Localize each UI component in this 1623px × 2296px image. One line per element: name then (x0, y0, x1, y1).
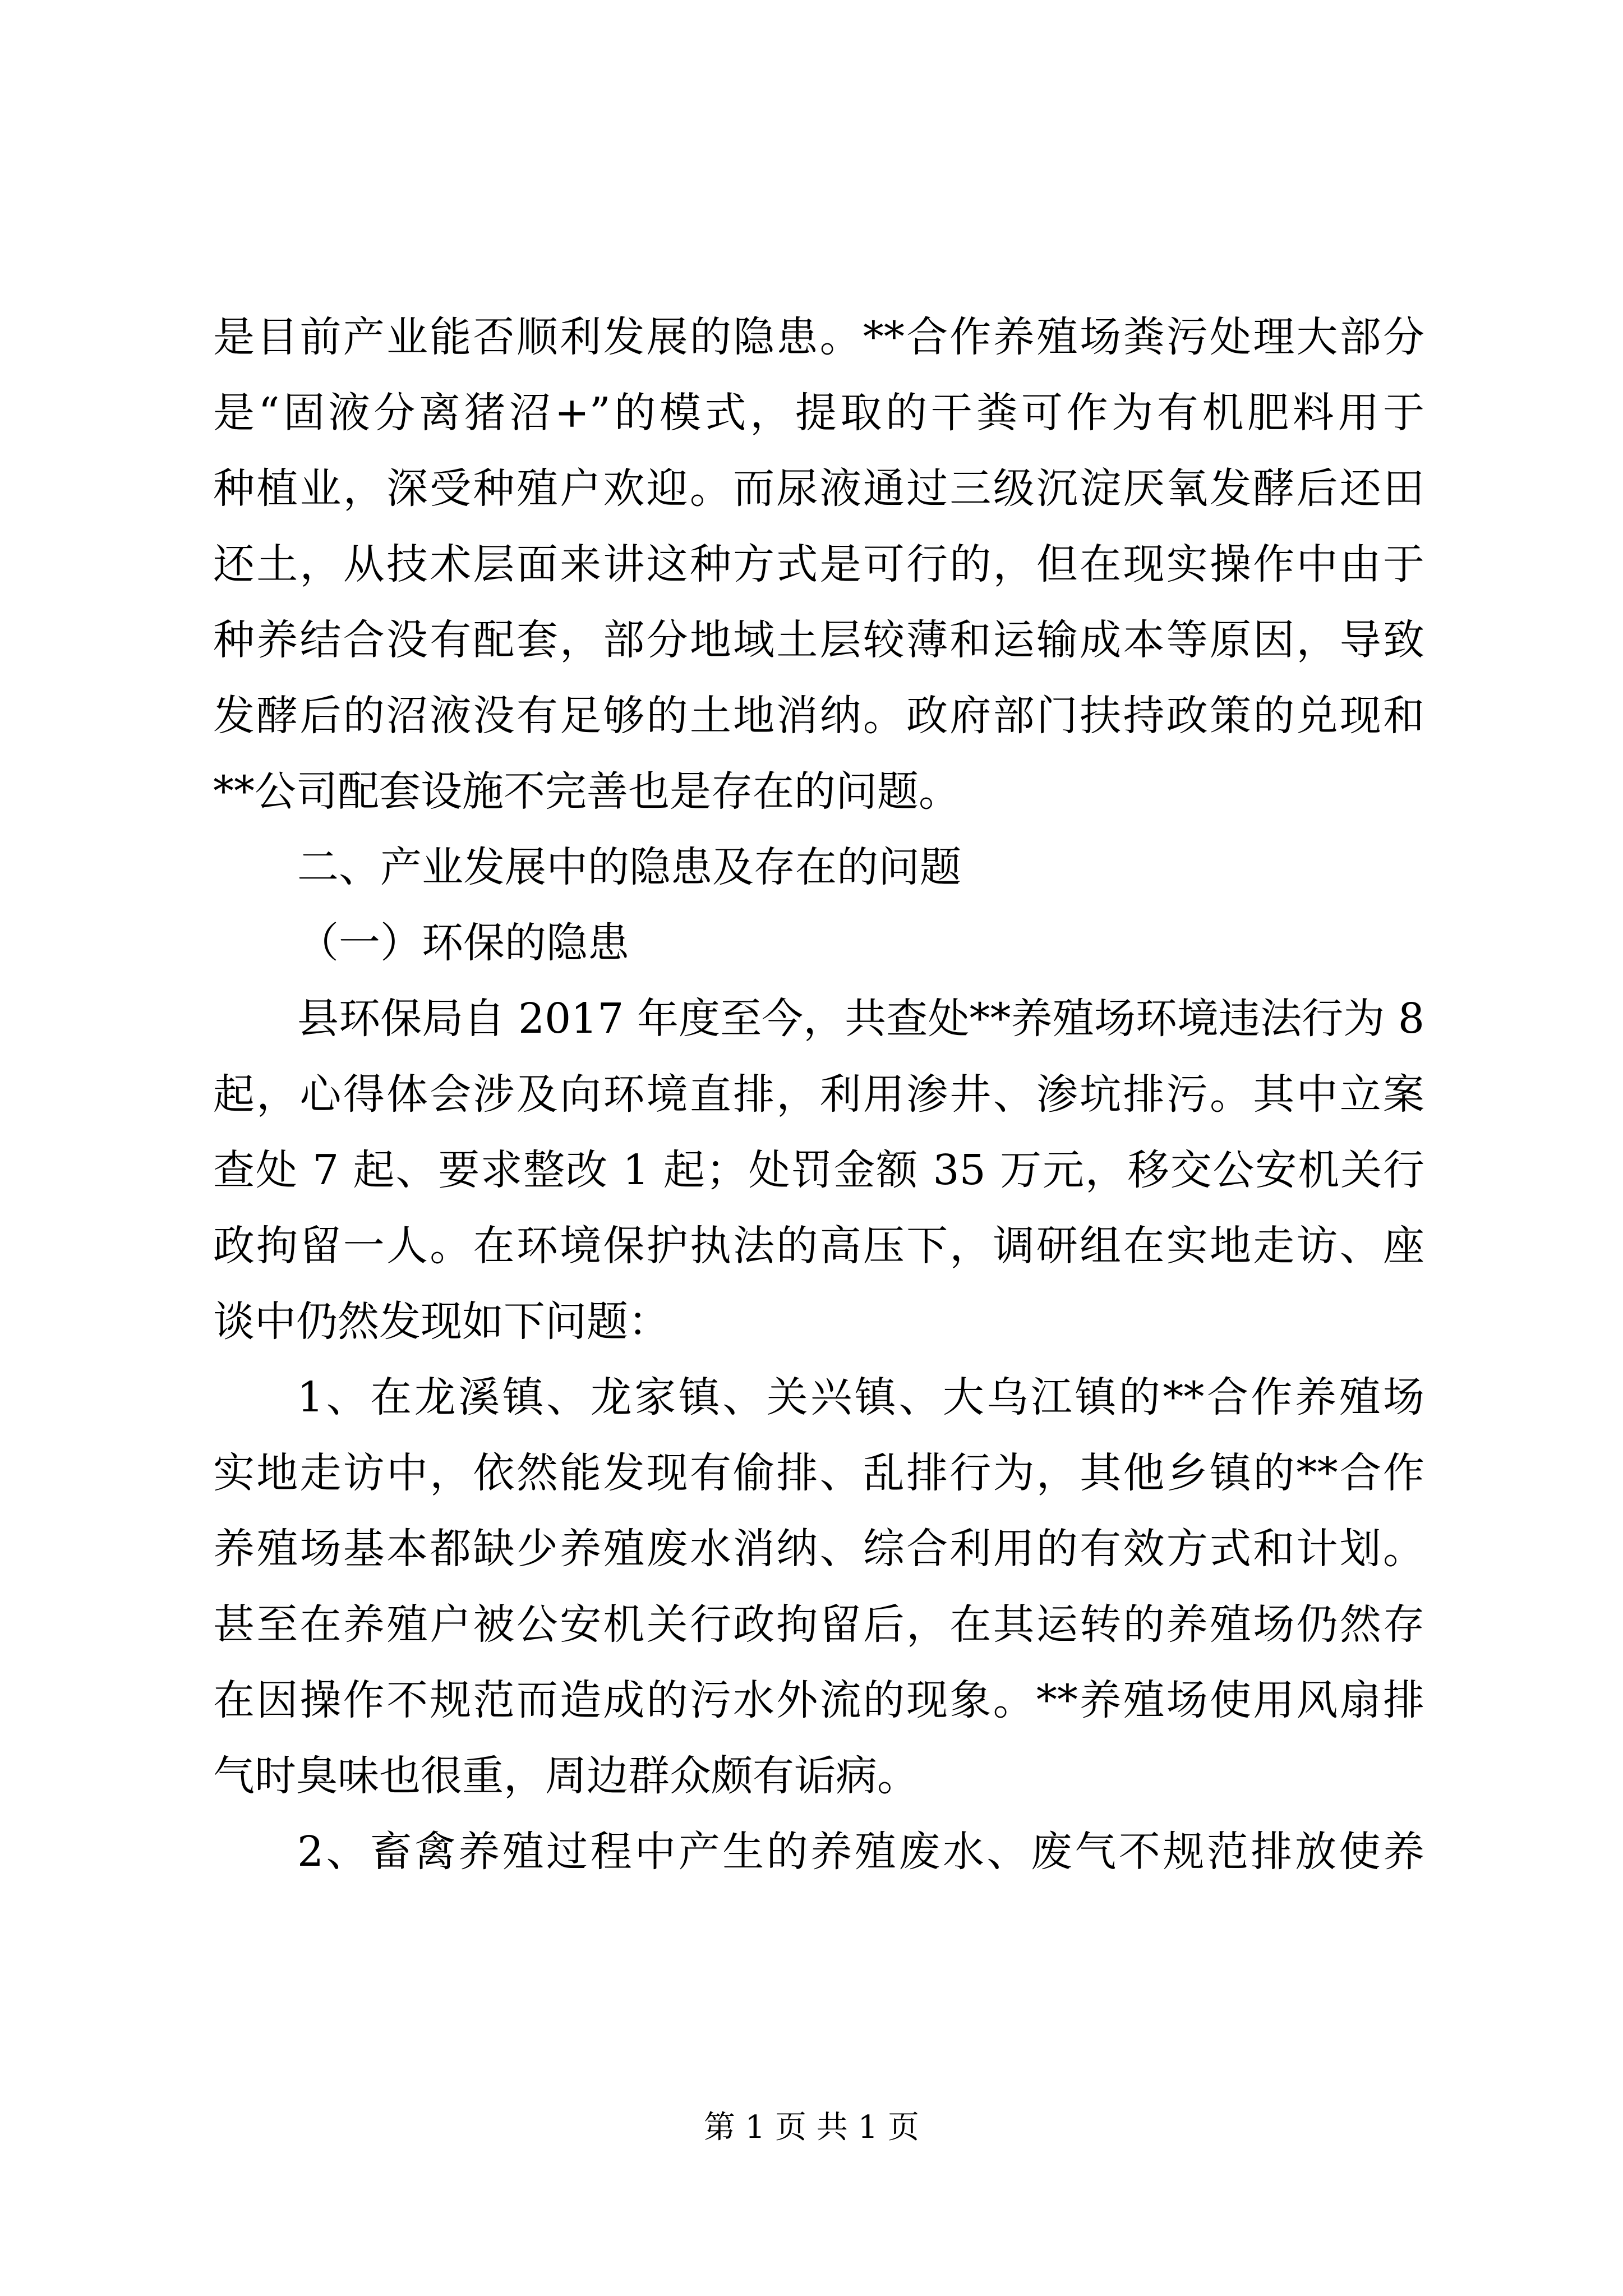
paragraph-line: 是“固液分离猪沼+”的模式，提取的干粪可作为有机肥料用于 (213, 389, 1424, 437)
paragraph-line: 种植业，深受种殖户欢迎。而尿液通过三级沉淀厌氧发酵后还田 (213, 464, 1424, 513)
paragraph-line-indent: 县环保局自 2017 年度至今，共查处**养殖场环境违法行为 8 (297, 995, 1424, 1043)
paragraph-line: 养殖场基本都缺少养殖废水消纳、综合利用的有效方式和计划。 (213, 1525, 1424, 1573)
paragraph-line: 甚至在养殖户被公安机关行政拘留后，在其运转的养殖场仍然存 (213, 1600, 1424, 1649)
paragraph-line-indent: 2、畜禽养殖过程中产生的养殖废水、废气不规范排放使养 (297, 1828, 1424, 1876)
paragraph-line: 是目前产业能否顺利发展的隐患。**合作养殖场粪污处理大部分 (213, 313, 1424, 361)
paragraph-line: 政拘留一人。在环境保护执法的高压下，调研组在实地走访、座 (213, 1222, 1424, 1270)
paragraph-line: 实地走访中，依然能发现有偷排、乱排行为，其他乡镇的**合作 (213, 1449, 1424, 1497)
page-footer: 第 1 页 共 1 页 (703, 2109, 920, 2146)
section-heading: 二、产业发展中的隐患及存在的问题 (297, 843, 961, 891)
paragraph-line: 还土，从技术层面来讲这种方式是可行的，但在现实操作中由于 (213, 540, 1424, 588)
paragraph-line: 种养结合没有配套，部分地域土层较薄和运输成本等原因，导致 (213, 616, 1424, 664)
paragraph-line-indent: 1、在龙溪镇、龙家镇、关兴镇、大乌江镇的**合作养殖场 (297, 1373, 1424, 1421)
subsection-heading: （一）环保的隐患 (297, 919, 629, 967)
paragraph-line-end: 气时臭味也很重，周边群众颇有诟病。 (213, 1752, 919, 1800)
paragraph-line-end: **公司配套设施不完善也是存在的问题。 (213, 767, 960, 816)
paragraph-line: 查处 7 起、要求整改 1 起；处罚金额 35 万元，移交公安机关行 (213, 1146, 1424, 1194)
paragraph-line-end: 谈中仍然发现如下问题： (213, 1297, 670, 1346)
paragraph-line: 起，心得体会涉及向环境直排，利用渗井、渗坑排污。其中立案 (213, 1070, 1424, 1119)
paragraph-line: 发酵后的沼液没有足够的土地消纳。政府部门扶持政策的兑现和 (213, 692, 1424, 740)
paragraph-line: 在因操作不规范而造成的污水外流的现象。**养殖场使用风扇排 (213, 1676, 1424, 1724)
